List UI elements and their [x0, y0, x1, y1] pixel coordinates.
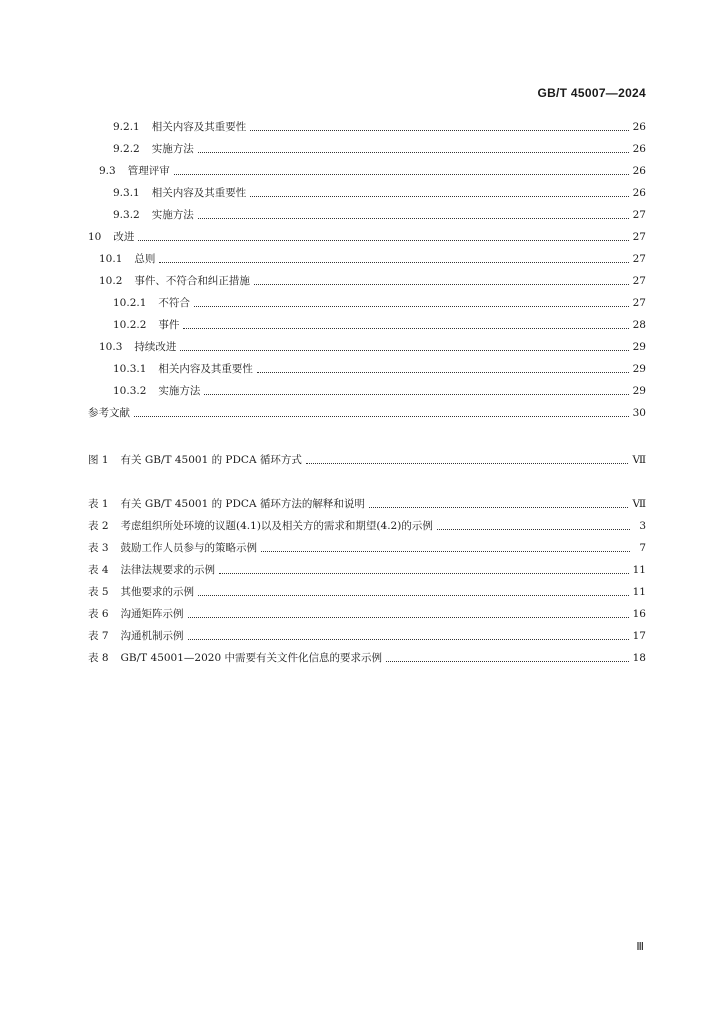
toc-entry[interactable] — [99, 338, 646, 356]
toc-leader-dots — [254, 284, 629, 285]
toc-leader-dots — [159, 262, 628, 263]
toc-leader-dots — [198, 218, 629, 219]
table-entry-page: 16 — [632, 608, 646, 620]
table-entry[interactable] — [88, 561, 646, 579]
toc-entry-page: 27 — [632, 297, 646, 309]
toc-entry-page: 26 — [632, 165, 646, 177]
toc-leader-dots — [180, 350, 628, 351]
table-entry-title: 法律法规要求的示例 — [120, 564, 216, 576]
toc-entry-page: 26 — [632, 143, 646, 155]
toc-entry-title: 实施方法 — [158, 385, 201, 397]
toc-leader-dots — [386, 661, 629, 662]
page-number: Ⅲ — [636, 941, 644, 953]
table-entry-title: GB/T 45001—2020 中需要有关文件化信息的要求示例 — [120, 652, 382, 664]
table-entry-page: 17 — [632, 630, 646, 642]
table-entry[interactable] — [88, 539, 646, 557]
toc-entry[interactable] — [99, 250, 646, 268]
toc-entry-title: 改进 — [113, 231, 135, 243]
toc-entry-page: 29 — [632, 363, 646, 375]
table-entry-page: 11 — [632, 586, 646, 598]
toc-leader-dots — [183, 328, 628, 329]
toc-entry[interactable] — [113, 382, 646, 400]
toc-entry[interactable] — [113, 206, 646, 224]
table-entry-number: 表 7 — [88, 630, 109, 642]
toc-leader-dots — [257, 372, 629, 373]
toc-entry[interactable] — [99, 272, 646, 290]
table-entry-page: 11 — [632, 564, 646, 576]
toc-entry[interactable] — [88, 228, 646, 246]
toc-entry-page: 26 — [632, 187, 646, 199]
table-entry[interactable] — [88, 627, 646, 645]
toc-entry-title: 相关内容及其重要性 — [158, 363, 253, 375]
toc-entry-number: 10.2.1 — [113, 297, 147, 309]
toc-leader-dots — [188, 617, 629, 618]
table-entry-number: 表 8 — [88, 652, 109, 664]
toc-leader-dots — [138, 240, 628, 241]
toc-leader-dots — [134, 416, 629, 417]
toc-entry-number: 9.2.1 — [113, 121, 140, 133]
toc-entry-title: 持续改进 — [134, 341, 177, 353]
toc-leader-dots — [194, 306, 629, 307]
toc-entry-number: 9.2.2 — [113, 143, 140, 155]
toc-entry-number: 10.2.2 — [113, 319, 147, 331]
toc-entry-title: 相关内容及其重要性 — [151, 121, 247, 133]
figure-entry-number: 图 1 — [88, 454, 109, 466]
toc-leader-dots — [198, 595, 629, 596]
table-entry-page: 18 — [632, 652, 646, 664]
toc-leader-dots — [369, 507, 629, 508]
toc-entry-title: 相关内容及其重要性 — [151, 187, 247, 199]
toc-entry-page: 29 — [632, 385, 646, 397]
toc-entry-page: 26 — [632, 121, 646, 133]
table-entry-title: 沟通矩阵示例 — [120, 608, 184, 620]
toc-leader-dots — [219, 573, 629, 574]
table-entry-title: 沟通机制示例 — [120, 630, 184, 642]
toc-entry-number: 10 — [88, 231, 102, 243]
toc-entry-page: 29 — [632, 341, 646, 353]
toc-entry-title: 事件、不符合和纠正措施 — [134, 275, 250, 287]
toc-entry-page: 27 — [632, 275, 646, 287]
toc-entry-title: 不符合 — [158, 297, 190, 309]
standard-code-header: GB/T 45007—2024 — [537, 86, 646, 100]
figure-entry[interactable] — [88, 451, 646, 469]
table-entry-page: 3 — [639, 520, 646, 532]
table-entry[interactable] — [88, 649, 646, 667]
table-entry[interactable] — [88, 605, 646, 623]
table-entry-page: Ⅶ — [632, 498, 646, 510]
toc-entry-title: 实施方法 — [151, 143, 194, 155]
toc-entry[interactable] — [113, 140, 646, 158]
toc-entry[interactable] — [113, 184, 646, 202]
toc-entry-title: 实施方法 — [151, 209, 194, 221]
toc-entry-number: 10.3.2 — [113, 385, 147, 397]
toc-entry[interactable] — [113, 294, 646, 312]
toc-entry-number: 10.2 — [99, 275, 123, 287]
toc-leader-dots — [261, 551, 630, 552]
table-entry[interactable] — [88, 495, 646, 513]
toc-entry-title: 管理评审 — [127, 165, 170, 177]
table-entry-title: 考虑组织所处环境的议题(4.1)以及相关方的需求和期望(4.2)的示例 — [120, 520, 433, 532]
toc-entry-page: 28 — [632, 319, 646, 331]
table-entry-number: 表 4 — [88, 564, 109, 576]
toc-leader-dots — [198, 152, 629, 153]
table-entry-page: 7 — [639, 542, 646, 554]
table-entry-number: 表 1 — [88, 498, 109, 510]
table-entry-number: 表 6 — [88, 608, 109, 620]
toc-entry[interactable] — [88, 404, 646, 422]
toc-entry[interactable] — [99, 162, 646, 180]
table-entry-number: 表 2 — [88, 520, 109, 532]
toc-leader-dots — [250, 196, 628, 197]
toc-entry[interactable] — [113, 316, 646, 334]
toc-entry[interactable] — [113, 118, 646, 136]
figure-entry-title: 有关 GB/T 45001 的 PDCA 循环方式 — [120, 454, 302, 466]
toc-leader-dots — [250, 130, 628, 131]
toc-entry-page: 27 — [632, 209, 646, 221]
table-entry-number: 表 3 — [88, 542, 109, 554]
toc-leader-dots — [306, 463, 629, 464]
table-entry-title: 鼓励工作人员参与的策略示例 — [120, 542, 258, 554]
toc-entry-number: 10.3 — [99, 341, 123, 353]
toc-entry-title: 总则 — [134, 253, 156, 265]
toc-entry-title: 参考文献 — [88, 407, 130, 419]
table-entry-number: 表 5 — [88, 586, 109, 598]
toc-entry-number: 9.3 — [99, 165, 116, 177]
toc-leader-dots — [188, 639, 629, 640]
toc-entry-page: 27 — [632, 231, 646, 243]
toc-entry-title: 事件 — [158, 319, 180, 331]
toc-leader-dots — [204, 394, 628, 395]
toc-entry-number: 10.1 — [99, 253, 123, 265]
table-entry[interactable] — [88, 517, 646, 535]
figure-entry-page: Ⅶ — [632, 454, 646, 466]
toc-entry[interactable] — [113, 360, 646, 378]
toc-leader-dots — [174, 174, 629, 175]
table-entry-title: 其他要求的示例 — [120, 586, 195, 598]
table-entry-title: 有关 GB/T 45001 的 PDCA 循环方法的解释和说明 — [120, 498, 365, 510]
toc-entry-number: 9.3.2 — [113, 209, 140, 221]
toc-entry-page: 27 — [632, 253, 646, 265]
toc-leader-dots — [437, 529, 630, 530]
toc-entry-number: 9.3.1 — [113, 187, 140, 199]
toc-entry-number: 10.3.1 — [113, 363, 147, 375]
table-entry[interactable] — [88, 583, 646, 601]
toc-entry-page: 30 — [632, 407, 646, 419]
